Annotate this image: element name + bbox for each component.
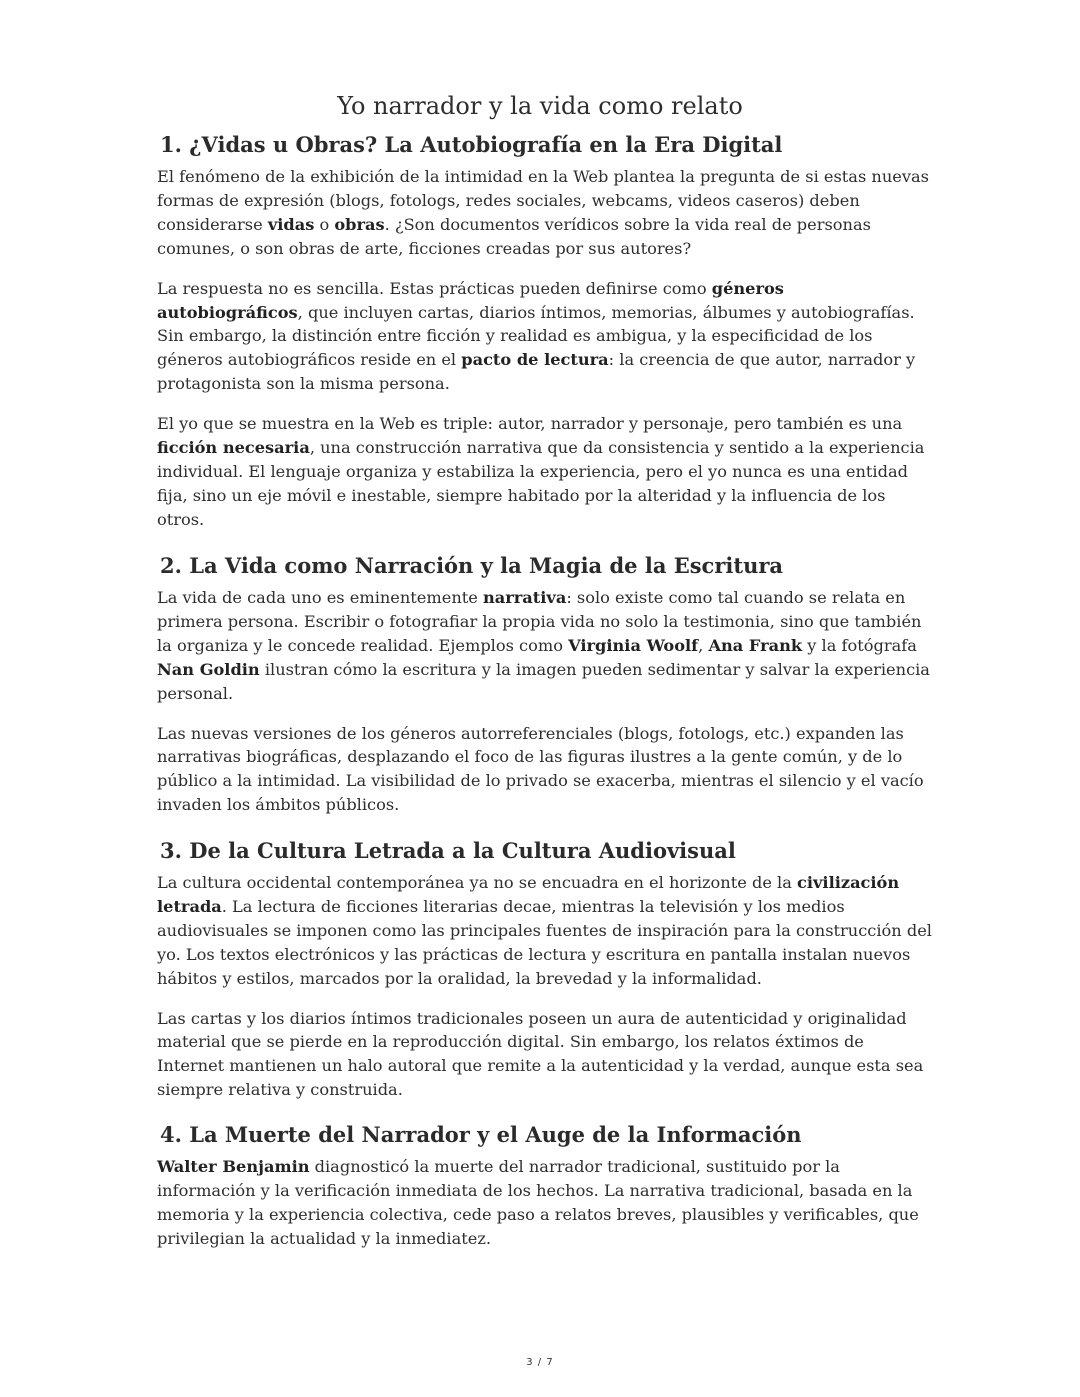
emphasis-term: civilización letrada	[157, 873, 900, 916]
emphasis-term: Ana Frank	[708, 635, 803, 655]
emphasis-term: Virginia Woolf	[568, 635, 699, 655]
page-number: 3 / 7	[526, 1357, 554, 1368]
section-heading: 4. La Muerte del Narrador y el Auge de la Información	[160, 1122, 802, 1147]
paragraph: La vida de cada uno es eminentemente narrativa: solo existe como tal cuando se relata en primera persona. Escribir o fotografiar la propia vida no solo la testimonia, sino que también la organiza y le concede realidad. Ejemplos como Virginia Woolf, Ana Frank y la fotógrafa Nan Goldin ilustran cómo la escritura y la imagen pueden sedimentar y salvar la experiencia personal.	[157, 588, 930, 703]
paragraph: Las cartas y los diarios íntimos tradicionales poseen un aura de autenticidad y originalidad material que se pierde en la reproducción digital. Sin embargo, los relatos éxtimos de Internet mantienen un halo autoral que remite a la autenticidad y la verdad, aunque esta sea siempre relativa y construida.	[157, 1008, 924, 1100]
paragraph: La respuesta no es sencilla. Estas prácticas pueden definirse como géneros autobiográficos, que incluyen cartas, diarios íntimos, memorias, álbumes y autobiografías. Sin embargo, la distinción entre ficción y realidad es ambigua, y la especificidad de los géneros autobiográficos reside en el pacto de lectura: la creencia de que autor, narrador y protagonista son la misma persona.	[157, 278, 916, 394]
section-body	[157, 586, 932, 817]
section-body	[157, 165, 932, 532]
paragraph: Las nuevas versiones de los géneros autorreferenciales (blogs, fotologs, etc.) expanden las narrativas biográficas, desplazando el foco de las figuras ilustres a la gente común, y de lo público a la intimidad. La visibilidad de lo privado se exacerba, mientras el silencio y el vacío invaden los ámbitos públicos.	[157, 723, 924, 815]
emphasis-term: pacto de lectura	[461, 350, 609, 370]
emphasis-term: obras	[334, 214, 385, 234]
section-3	[157, 837, 932, 1118]
section-body	[157, 871, 932, 1102]
emphasis-term: ficción necesaria	[157, 438, 310, 458]
section-heading: 3. De la Cultura Letrada a la Cultura Audiovisual	[160, 838, 736, 863]
section-2	[157, 552, 932, 833]
paragraph: Walter Benjamin diagnosticó la muerte del narrador tradicional, sustituido por la información y la verificación inmediata de los hechos. La narrativa tradicional, basada en la memoria y la experiencia colectiva, cede paso a relatos breves, plausibles y verificables, que privilegian la actualidad y la inmediatez.	[157, 1157, 919, 1248]
emphasis-term: Walter Benjamin	[157, 1157, 310, 1176]
emphasis-term: narrativa	[482, 588, 567, 607]
emphasis-term: Nan Goldin	[157, 659, 260, 679]
section-1	[157, 131, 932, 548]
paragraph: El fenómeno de la exhibición de la intimidad en la Web plantea la pregunta de si estas nuevas formas de expresión (blogs, fotologs, redes sociales, webcams, videos caseros) deben considerarse vidas o obras. ¿Son documentos verídicos sobre la vida real de personas comunes, o son obras de arte, ficciones creadas por sus autores?	[157, 167, 929, 258]
paragraph: La cultura occidental contemporánea ya no se encuadra en el horizonte de la civilización letrada. La lectura de ficciones literarias decae, mientras la televisión y los medios audiovisuales se imponen como las principales fuentes de inspiración para la construcción del yo. Los textos electrónicos y las prácticas de lectura y escritura en pantalla instalan nuevos hábitos y estilos, marcados por la oralidad, la brevedad y la informalidad.	[157, 873, 932, 988]
section-4	[157, 1121, 932, 1267]
emphasis-term: géneros autobiográficos	[157, 278, 784, 322]
section-heading: 2. La Vida como Narración y la Magia de la Escritura	[160, 553, 784, 578]
section-body	[157, 1155, 932, 1251]
section-heading: 1. ¿Vidas u Obras? La Autobiografía en la Era Digital	[160, 132, 783, 157]
paragraph: El yo que se muestra en la Web es triple: autor, narrador y personaje, pero también es una ficción necesaria, una construcción narrativa que da consistencia y sentido a la experiencia individual. El lenguaje organiza y estabiliza la experiencia, pero el yo nunca es una entidad fija, sino un eje móvil e inestable, siempre habitado por la alteridad y la influencia de los otros.	[157, 414, 925, 529]
emphasis-term: vidas	[267, 214, 315, 234]
document-title: Yo narrador y la vida como relato	[337, 92, 743, 120]
